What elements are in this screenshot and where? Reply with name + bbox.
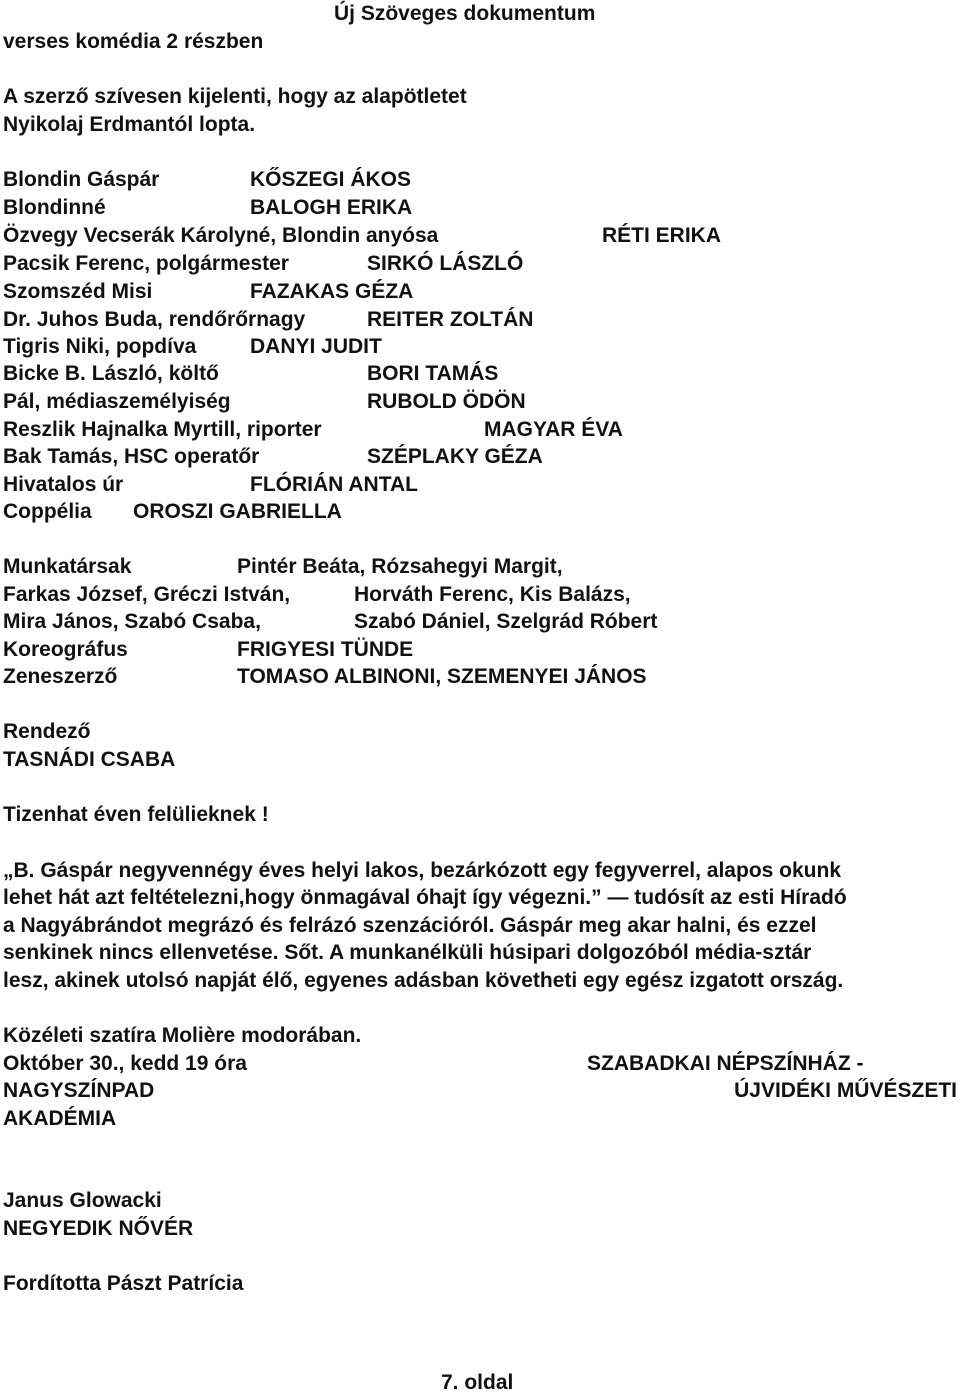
cast-actor: SIRKÓ LÁSZLÓ	[367, 252, 524, 275]
cast-role: Blondinné	[3, 196, 106, 219]
cast-actor: REITER ZOLTÁN	[367, 308, 534, 331]
synopsis-line: „B. Gáspár negyvennégy éves helyi lakos, bezárkózott egy fegyverrel, alapos okunk	[3, 859, 842, 882]
collaborators-names: Pintér Beáta, Rózsahegyi Margit,	[237, 555, 563, 578]
director-label: Rendező	[3, 720, 91, 743]
venue-line-1: SZABADKAI NÉPSZÍNHÁZ -	[587, 1052, 864, 1075]
cast-actor: DANYI JUDIT	[250, 335, 382, 358]
cast-role: Bak Tamás, HSC operatőr	[3, 445, 260, 468]
synopsis-line: a Nagyábrándot megrázó és felrázó szenzációról. Gáspár meg akar halni, és ezzel	[3, 914, 817, 937]
tagline: Közéleti szatíra Molière modorában.	[3, 1024, 362, 1047]
age-rating: Tizenhat éven felülieknek !	[3, 803, 269, 826]
page-number: 7. oldal	[441, 1371, 514, 1394]
cast-actor: OROSZI GABRIELLA	[133, 500, 342, 523]
collaborators-names: Horváth Ferenc, Kis Balázs,	[354, 583, 631, 606]
synopsis-line: lehet hát azt feltételezni,hogy önmagával óhajt így végezni.” — tudósít az esti Híradó	[3, 886, 847, 909]
collaborators-label: Munkatársak	[3, 555, 132, 578]
intro-line-2: Nyikolaj Erdmantól lopta.	[3, 113, 256, 136]
collaborators-names: Szabó Dániel, Szelgrád Róbert	[354, 610, 658, 633]
venue-line-3: AKADÉMIA	[3, 1107, 117, 1130]
stage-name: NAGYSZÍNPAD	[3, 1079, 155, 1102]
cast-actor: MAGYAR ÉVA	[484, 418, 623, 441]
cast-actor: KŐSZEGI ÁKOS	[250, 168, 412, 191]
cast-role: Coppélia	[3, 500, 92, 523]
cast-role: Pál, médiaszemélyiség	[3, 390, 231, 413]
cast-role: Hivatalos úr	[3, 473, 124, 496]
composer-name: TOMASO ALBINONI, SZEMENYEI JÁNOS	[237, 665, 647, 688]
cast-role: Szomszéd Misi	[3, 280, 153, 303]
cast-role: Özvegy Vecserák Károlyné, Blondin anyósa	[3, 224, 439, 247]
document-title: Új Szöveges dokumentum	[334, 2, 596, 25]
genre-line: verses komédia 2 részben	[3, 30, 264, 53]
cast-role: Pacsik Ferenc, polgármester	[3, 252, 289, 275]
cast-role: Blondin Gáspár	[3, 168, 160, 191]
next-play-translator: Fordította Pászt Patrícia	[3, 1272, 244, 1295]
cast-role: Reszlik Hajnalka Myrtill, riporter	[3, 418, 322, 441]
cast-role: Dr. Juhos Buda, rendőrőrnagy	[3, 308, 306, 331]
cast-role: Tigris Niki, popdíva	[3, 335, 197, 358]
venue-line-2: ÚJVIDÉKI MŰVÉSZETI	[734, 1079, 957, 1102]
synopsis-line: senkinek nincs ellenvetése. Sőt. A munkanélküli húsipari dolgozóból média-sztár	[3, 941, 812, 964]
intro-line-1: A szerző szívesen kijelenti, hogy az alapötletet	[3, 85, 467, 108]
next-play-author: Janus Glowacki	[3, 1189, 162, 1212]
cast-actor: FAZAKAS GÉZA	[250, 280, 414, 303]
composer-label: Zeneszerző	[3, 665, 118, 688]
cast-actor: RÉTI ERIKA	[602, 224, 722, 247]
performance-date: Október 30., kedd 19 óra	[3, 1052, 247, 1075]
director-name: TASNÁDI CSABA	[3, 748, 176, 771]
collaborators-names: Mira János, Szabó Csaba,	[3, 610, 261, 633]
cast-actor: SZÉPLAKY GÉZA	[367, 445, 543, 468]
cast-actor: BORI TAMÁS	[367, 362, 499, 385]
choreographer-name: FRIGYESI TÜNDE	[237, 638, 414, 661]
cast-role: Bicke B. László, költő	[3, 362, 219, 385]
next-play-title: NEGYEDIK NŐVÉR	[3, 1217, 194, 1240]
collaborators-names: Farkas József, Gréczi István,	[3, 583, 291, 606]
synopsis-line: lesz, akinek utolsó napját élő, egyenes adásban követheti egy egész izgatott ország.	[3, 969, 844, 992]
choreographer-label: Koreográfus	[3, 638, 128, 661]
cast-actor: FLÓRIÁN ANTAL	[250, 473, 418, 496]
cast-actor: RUBOLD ÖDÖN	[367, 390, 526, 413]
cast-actor: BALOGH ERIKA	[250, 196, 413, 219]
